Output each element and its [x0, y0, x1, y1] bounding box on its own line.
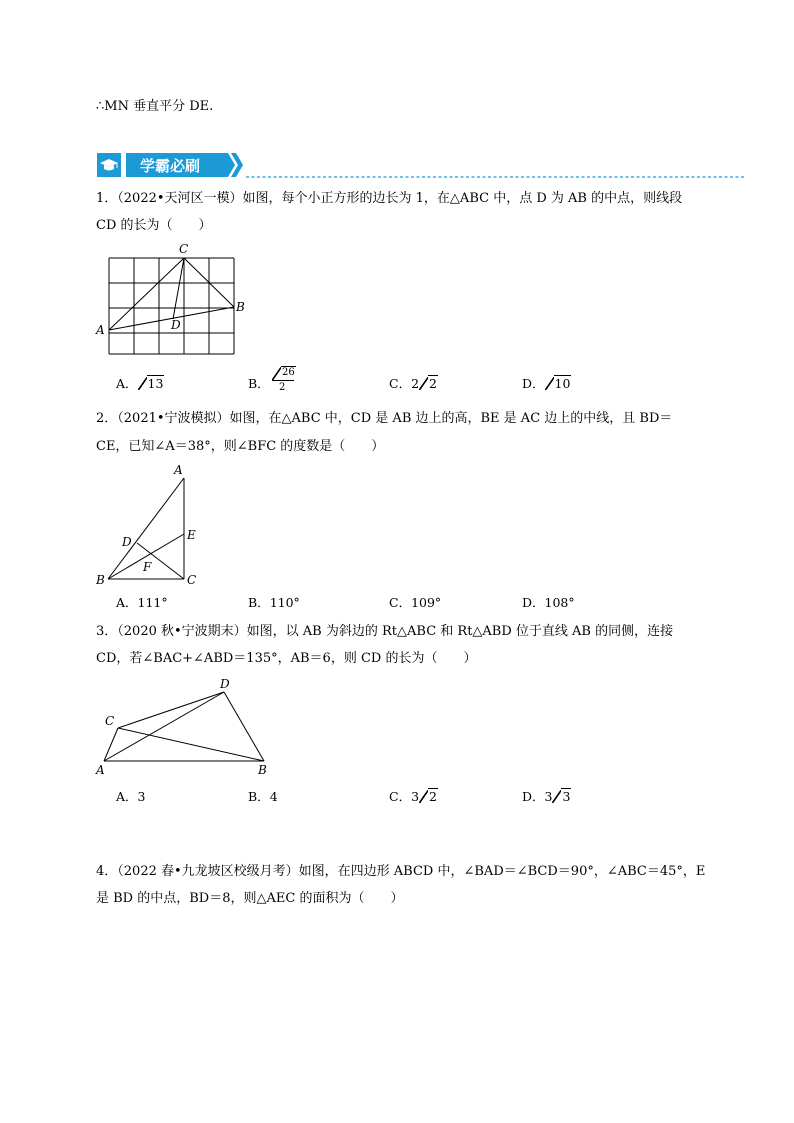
- q3-figure: [92, 673, 282, 783]
- q1-option-c[interactable]: C．2 2: [389, 376, 437, 391]
- q3-option-b[interactable]: B．4: [248, 789, 278, 804]
- q2-label-c: C: [187, 573, 197, 587]
- q3-label-d: D: [220, 677, 230, 691]
- q3-label-b: B: [258, 763, 267, 777]
- q2-label-d: D: [122, 535, 132, 549]
- q2-text-line2: CE，已知∠A＝38°，则∠BFC 的度数是（ ）: [96, 439, 385, 454]
- section-banner: [96, 150, 746, 180]
- q3-text-line2: CD，若∠BAC+∠ABD＝135°，AB＝6，则 CD 的长为（ ）: [96, 651, 477, 666]
- q3-option-c[interactable]: C．3 2: [389, 789, 437, 804]
- q1-line1: [96, 191, 682, 207]
- q2-line1: [96, 411, 672, 427]
- q1-option-a[interactable]: A． 13: [116, 376, 164, 391]
- q2-number: 2．: [96, 411, 118, 426]
- q2-option-a[interactable]: A．111°: [116, 595, 168, 610]
- q1-grid: [109, 258, 234, 354]
- q1-option-d[interactable]: D． 10: [522, 376, 571, 391]
- q1-figure: [94, 240, 254, 365]
- q4-number: 4．: [96, 864, 118, 879]
- q4-text-line2: 是 BD 的中点，BD＝8，则△AEC 的面积为（ ）: [96, 891, 404, 906]
- q1-label-a: A: [96, 323, 105, 337]
- q3-option-a[interactable]: A．3: [116, 789, 146, 804]
- q2-option-d[interactable]: D．108°: [522, 595, 575, 610]
- q3-label-a: A: [96, 763, 105, 777]
- q2-label-b: B: [96, 573, 105, 587]
- q1-text-line2: CD 的长为（ ）: [96, 218, 212, 233]
- q2-label-f: F: [143, 560, 152, 574]
- q3-option-d[interactable]: D．3 3: [522, 789, 571, 804]
- graduation-cap-icon: [97, 153, 121, 177]
- q2-option-b[interactable]: B．110°: [248, 595, 300, 610]
- q1-text-line1: （2022•天河区一模）如图，每个小正方形的边长为 1，在△ABC 中，点 D 为 AB 的中点，则线段: [117, 191, 683, 206]
- q3-label-c: C: [105, 714, 115, 728]
- intro-line: ∴MN 垂直平分 DE.: [96, 99, 214, 114]
- q3-text-line1: （2020 秋•宁波期末）如图，以 AB 为斜边的 Rt△ABC 和 Rt△ABD 位于直线 AB 的同侧，连接: [117, 624, 674, 639]
- q2-label-a: A: [174, 463, 183, 477]
- q3-quadrilateral: [104, 692, 264, 761]
- q1-label-c: C: [179, 242, 189, 256]
- q4-text-line1: （2022 春•九龙坡区校级月考）如图，在四边形 ABCD 中，∠BAD＝∠BCD＝90°，∠ABC＝45°，E: [117, 864, 706, 879]
- q2-label-e: E: [187, 528, 196, 542]
- q3-line1: [96, 624, 673, 640]
- q1-label-b: B: [236, 300, 245, 314]
- q4-line1: [96, 864, 705, 880]
- q3-number: 3．: [96, 624, 118, 639]
- q2-figure: [92, 460, 212, 590]
- q2-text-line1: （2021•宁波模拟）如图，在△ABC 中，CD 是 AB 边上的高，BE 是 AC 边上的中线，且 BD＝: [117, 411, 673, 426]
- section-title: 学霸必刷: [140, 157, 201, 175]
- q1-number: 1．: [96, 191, 118, 206]
- q2-option-c[interactable]: C．109°: [389, 595, 442, 610]
- q1-label-d: D: [171, 318, 181, 332]
